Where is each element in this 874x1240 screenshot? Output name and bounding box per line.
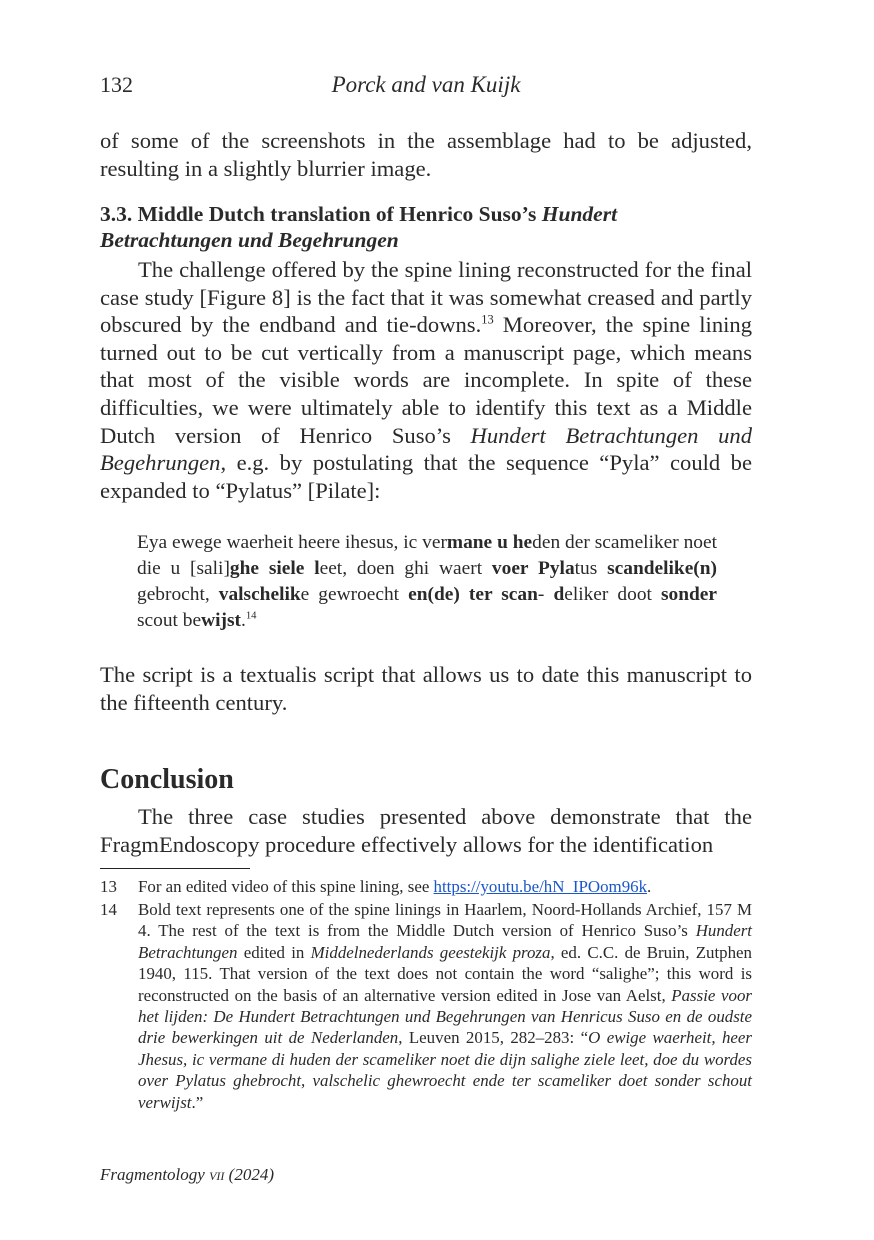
- intro-paragraph: of some of the screenshots in the assemblage had to be adjusted, resulting in a slightly blurrier image.: [100, 128, 752, 181]
- conclusion-paragraph: The three case studies presented above demonstrate that the FragmEndoscopy procedure effectively allows for the identification: [100, 804, 752, 857]
- running-footer: Fragmentology vii (2024): [100, 1165, 274, 1184]
- section-heading: 3.3. Middle Dutch translation of Henrico Suso’s Hundert Betrachtungen und Begehrungen: [100, 202, 618, 252]
- after-quote-paragraph: The script is a textualis script that allows us to date this manuscript to the fifteenth century.: [100, 662, 752, 715]
- footnote-number: 13: [100, 877, 117, 896]
- footnote-13: [100, 876, 752, 898]
- footnote-ref-14[interactable]: 14: [245, 609, 257, 622]
- running-header: [100, 72, 752, 102]
- video-link[interactable]: https://youtu.be/hN_IPOom96k: [433, 877, 648, 896]
- footnote-divider: [100, 868, 250, 869]
- footnote-body: For an edited video of this spine lining, see https://youtu.be/hN_IPOom96k.: [138, 877, 652, 896]
- footnote-body: Bold text represents one of the spine linings in Haarlem, Noord-Hollands Archief, 157 M 4. The rest of the text is from the Middle Dutch version of Henrico Suso’s Hundert Betrachtungen edited in Middelnederlands geestekijk proza, ed. C.C. de Bruin, Zutphen 1940, 115. That version of the text does not contain the word “salighe”; this word is reconstructed on the basis of an alternative version edited in Jose van Aelst, Passie voor het lijden: De Hundert Betrachtungen und Begehrungen van Henricus Suso en de oudste drie bewerkingen uit de Nederlanden, Leuven 2015, 282–283: “O ewige waerheit, heer Jhesus, ic vermane di huden der scameliker noet die dijn salighe ziele leet, doe du wordes over Pylatus ghebrocht, valschelic ghewroecht ende ter scameliker doet sonder schout verwijst.”: [138, 900, 752, 1112]
- running-title: Porck and van Kuijk: [331, 72, 521, 97]
- footnote-ref-13[interactable]: 13: [481, 312, 494, 327]
- footnote-number: 14: [100, 900, 117, 919]
- conclusion-heading: Conclusion: [100, 764, 234, 795]
- section-paragraph: The challenge offered by the spine lining reconstructed for the final case study [Figure 8] is the fact that it was somewhat creased and partly obscured by the endband and tie-downs.$^{13}$ Moreover, the spine lining turned out to be cut vertically from a manuscript page, which means that most of the visible words are incomplete. In spite of these difficulties, we were ultimately able to identify this text as a Middle Dutch version of Henrico Suso’s Hundert Betrachtungen und Begehrungen, e.g. by postulating that the sequence “Pyla” could be expanded to “Pylatus” [Pilate]:: [100, 257, 752, 503]
- page-number: 132: [100, 72, 133, 97]
- block-quote: Eya ewege waerheit heere ihesus, ic vermane u heden der scameliker noet die u [sali]ghe siele leet, doen ghi waert voer Pylatus scandelike(n) gebrocht, valschelike gewroecht en(de) ter scan- deliker doot sonder scout bewijst.$^{14}$: [137, 532, 718, 631]
- footnote-14: [100, 899, 752, 1149]
